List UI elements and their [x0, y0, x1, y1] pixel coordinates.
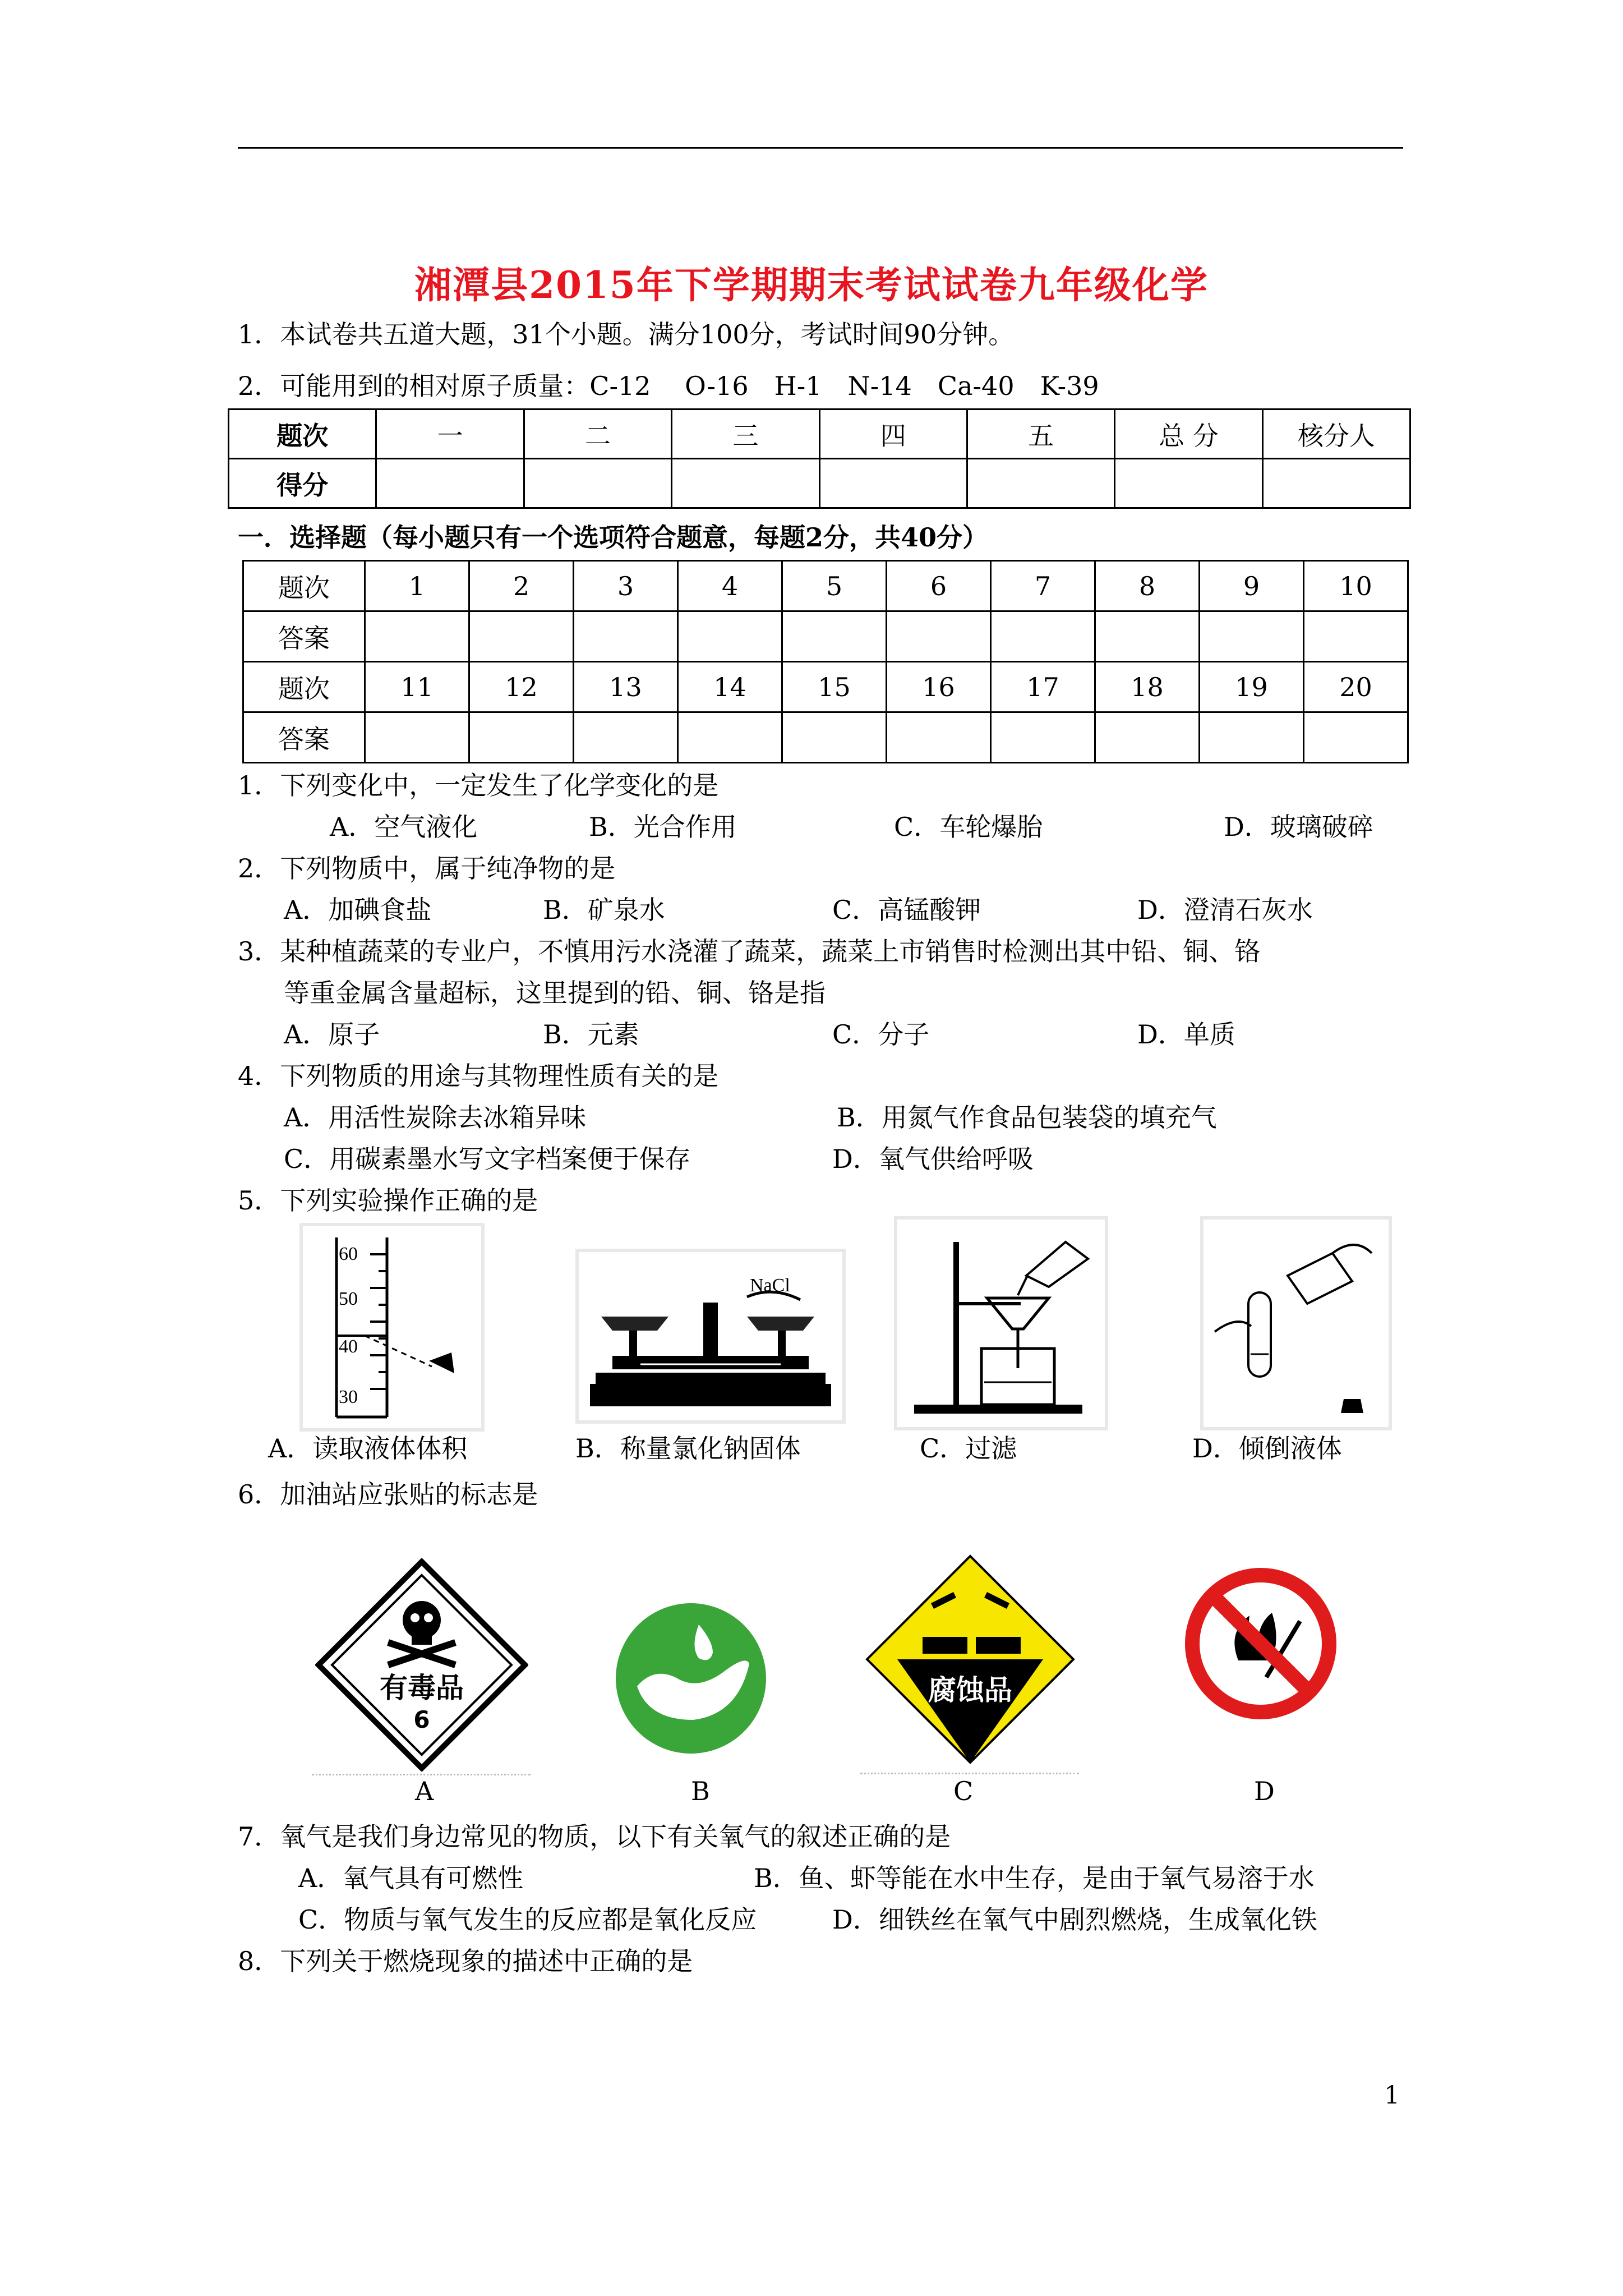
question-5-stem: 5．下列实验操作正确的是	[238, 1185, 538, 1216]
question-7-stem: 7．氧气是我们身边常见的物质，以下有关氧气的叙述正确的是	[238, 1821, 951, 1852]
answer-q-number: 18	[1095, 662, 1199, 712]
q5-caption-d: D．倾倒液体	[1192, 1433, 1342, 1464]
q4-option-b: B．用氮气作食品包装袋的填充气	[837, 1102, 1217, 1133]
toxic-sign-icon	[315, 1558, 528, 1772]
q1-option-b: B．光合作用	[589, 812, 737, 842]
question-8-stem: 8．下列关于燃烧现象的描述中正确的是	[238, 1946, 693, 1976]
no-fire-sign-icon	[1182, 1565, 1339, 1722]
q5-caption-b: B．称量氯化钠固体	[575, 1433, 801, 1464]
answer-q-number: 12	[469, 662, 573, 712]
score-header-cell: 五	[967, 409, 1114, 459]
answer-q-number: 6	[886, 561, 990, 611]
answer-cell	[782, 611, 886, 662]
score-header-cell: 四	[819, 409, 967, 459]
answer-q-number: 7	[990, 561, 1095, 611]
q3-option-c: C．分子	[832, 1019, 930, 1050]
q7-option-b: B．鱼、虾等能在水中生存，是由于氧气易溶于水	[754, 1863, 1315, 1893]
answer-q-number: 10	[1303, 561, 1408, 611]
answer-cell	[886, 712, 990, 763]
q6-caption-b: B	[691, 1776, 710, 1806]
answer-q-number: 16	[886, 662, 990, 712]
answer-cell	[677, 712, 782, 763]
cylinder-tick-60: 60	[339, 1244, 358, 1264]
answer-cell	[782, 712, 886, 763]
q6-caption-d: D	[1254, 1776, 1275, 1806]
answer-row-label: 答案	[243, 712, 365, 763]
q2-option-c: C．高锰酸钾	[832, 895, 981, 925]
answer-cell	[573, 611, 677, 662]
score-cell	[672, 459, 819, 508]
answer-q-number: 11	[365, 662, 469, 712]
score-table	[228, 408, 1411, 509]
sign-a-underline	[312, 1774, 531, 1775]
answer-q-number: 5	[782, 561, 886, 611]
answer-q-number: 8	[1095, 561, 1199, 611]
q7-option-a: A．氧气具有可燃性	[298, 1863, 524, 1893]
answer-cell	[365, 712, 469, 763]
score-header-cell: 二	[524, 409, 671, 459]
score-cell	[1115, 459, 1262, 508]
answer-cell	[1095, 712, 1199, 763]
figure-filtration	[894, 1216, 1108, 1430]
question-3-stem-cont: 等重金属含量超标，这里提到的铅、铜、铬是指	[284, 978, 826, 1008]
q4-option-a: A．用活性炭除去冰箱异味	[284, 1102, 587, 1133]
answer-row-label: 题次	[243, 662, 365, 712]
figure-read-volume	[299, 1223, 485, 1432]
q7-option-d: D．细铁丝在氧气中剧烈燃烧，生成氧化铁	[832, 1904, 1317, 1935]
q2-option-b: B．矿泉水	[543, 895, 665, 925]
q1-option-c: C．车轮爆胎	[894, 812, 1043, 842]
question-4-stem: 4．下列物质的用途与其物理性质有关的是	[238, 1061, 719, 1091]
score-header-cell: 三	[672, 409, 819, 459]
answer-cell	[469, 712, 573, 763]
answer-q-number: 4	[677, 561, 782, 611]
score-cell	[524, 459, 671, 508]
page-title: 湘潭县2015年下学期期末考试试卷九年级化学	[414, 263, 1209, 307]
header-rule	[238, 147, 1403, 149]
score-cell	[819, 459, 967, 508]
answer-cell	[469, 611, 573, 662]
nacl-label: NaCl	[750, 1275, 790, 1296]
figure-pour-liquid	[1200, 1216, 1392, 1430]
toxic-label: 有毒品	[380, 1672, 464, 1704]
score-cell	[1262, 459, 1410, 508]
q6-caption-a: A	[415, 1776, 434, 1806]
q6-caption-c: C	[953, 1776, 974, 1806]
answer-row-label: 答案	[243, 611, 365, 662]
score-header-cell: 总 分	[1115, 409, 1262, 459]
question-2-stem: 2．下列物质中，属于纯净物的是	[238, 853, 616, 884]
score-header-cell: 核分人	[1262, 409, 1410, 459]
section-heading: 一．选择题（每小题只有一个选项符合题意，每题2分，共40分）	[238, 522, 989, 553]
answer-cell	[1199, 712, 1303, 763]
answer-cell	[677, 611, 782, 662]
answer-q-number: 20	[1303, 662, 1408, 712]
q5-caption-a: A．读取液体体积	[268, 1433, 468, 1464]
sign-c-underline	[860, 1773, 1079, 1774]
balance-icon	[579, 1252, 842, 1420]
figure-weigh-nacl	[575, 1249, 846, 1424]
q2-option-a: A．加碘食盐	[284, 895, 432, 925]
answer-q-number: 3	[573, 561, 677, 611]
score-cell	[967, 459, 1114, 508]
q3-option-d: D．单质	[1137, 1019, 1235, 1050]
corrosive-label: 腐蚀品	[928, 1674, 1012, 1706]
answer-q-number: 9	[1199, 561, 1303, 611]
filtration-apparatus-icon	[897, 1220, 1105, 1427]
question-3-stem: 3．某种植蔬菜的专业户，不慎用污水浇灌了蔬菜，蔬菜上市销售时检测出其中铅、铜、铬	[238, 936, 1261, 967]
question-6-stem: 6．加油站应张贴的标志是	[238, 1479, 538, 1510]
note-2: 2．可能用到的相对原子质量：C-12 O-16 H-1 N-14 Ca-40 K-39	[238, 371, 1099, 401]
pouring-test-tube-icon	[1204, 1220, 1389, 1427]
answer-cell	[886, 611, 990, 662]
toxic-class: 6	[413, 1706, 430, 1733]
answer-cell	[1303, 712, 1408, 763]
answer-q-number: 1	[365, 561, 469, 611]
water-saving-sign-icon	[615, 1602, 767, 1755]
score-header-cell: 题次	[229, 409, 376, 459]
q5-caption-c: C．过滤	[920, 1433, 1017, 1464]
q7-option-c: C．物质与氧气发生的反应都是氧化反应	[298, 1904, 757, 1935]
cylinder-tick-50: 50	[339, 1289, 358, 1309]
answer-q-number: 19	[1199, 662, 1303, 712]
answer-row-label: 题次	[243, 561, 365, 611]
page-number: 1	[1384, 2081, 1400, 2110]
answer-cell	[990, 611, 1095, 662]
question-1-stem: 1．下列变化中，一定发生了化学变化的是	[238, 770, 719, 800]
answer-q-number: 2	[469, 561, 573, 611]
cylinder-tick-40: 40	[339, 1336, 358, 1357]
answer-cell	[1303, 611, 1408, 662]
q2-option-d: D．澄清石灰水	[1137, 895, 1313, 925]
cylinder-tick-30: 30	[339, 1387, 358, 1407]
q4-option-c: C．用碳素墨水写文字档案便于保存	[284, 1144, 691, 1174]
q1-option-a: A．空气液化	[330, 812, 478, 842]
answer-table	[242, 560, 1409, 763]
corrosive-sign-icon	[864, 1553, 1077, 1766]
answer-cell	[1199, 611, 1303, 662]
answer-cell	[990, 712, 1095, 763]
graduated-cylinder-icon	[303, 1226, 481, 1428]
answer-q-number: 15	[782, 662, 886, 712]
score-row-label: 得分	[229, 459, 376, 508]
answer-cell	[1095, 611, 1199, 662]
answer-cell	[365, 611, 469, 662]
score-header-cell: 一	[376, 409, 524, 459]
answer-q-number: 17	[990, 662, 1095, 712]
q3-option-a: A．原子	[284, 1019, 380, 1050]
score-cell	[376, 459, 524, 508]
q1-option-d: D．玻璃破碎	[1224, 812, 1373, 842]
note-1: 1．本试卷共五道大题，31个小题。满分100分，考试时间90分钟。	[238, 319, 1015, 349]
answer-cell	[573, 712, 677, 763]
answer-q-number: 13	[573, 662, 677, 712]
q4-option-d: D．氧气供给呼吸	[832, 1144, 1034, 1174]
answer-q-number: 14	[677, 662, 782, 712]
q3-option-b: B．元素	[543, 1019, 639, 1050]
